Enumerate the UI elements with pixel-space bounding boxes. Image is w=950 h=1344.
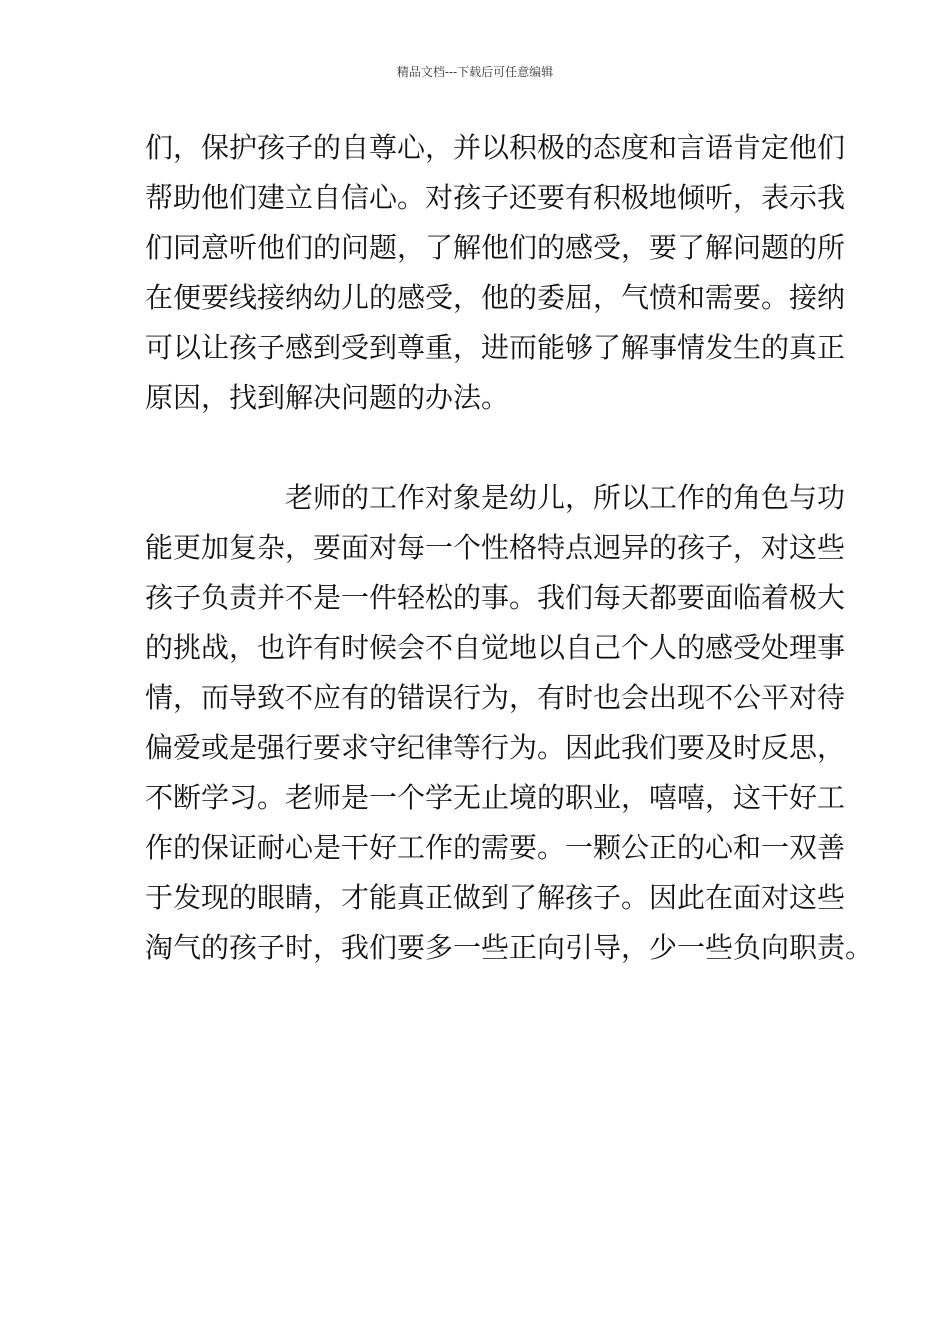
text-line: 原因，找到解决问题的办法。 [145, 381, 510, 414]
text-line: 孩子负责并不是一件轻松的事。我们每天都要面临着极大 [145, 581, 846, 614]
text-line: 可以让孩子感到受到尊重，进而能够了解事情发生的真正 [145, 331, 846, 364]
text-line: 们同意听他们的问题，了解他们的感受，要了解问题的所 [145, 231, 846, 264]
text-line: 作的保证耐心是干好工作的需要。一颗公正的心和一双善 [145, 831, 846, 864]
text-line: 能更加复杂，要面对每一个性格特点迥异的孩子，对这些 [145, 531, 846, 564]
text-line: 们，保护孩子的自尊心，并以积极的态度和言语肯定他们 [145, 131, 846, 164]
text-line: 老师的工作对象是幼儿，所以工作的角色与功 [285, 481, 846, 514]
text-line: 不断学习。老师是一个学无止境的职业，嘻嘻，这干好工 [145, 781, 846, 814]
page-header: 精品文档---下载后可任意编辑 [396, 65, 554, 79]
text-line: 的挑战，也许有时候会不自觉地以自己个人的感受处理事 [145, 631, 846, 664]
text-line: 于发现的眼睛，才能真正做到了解孩子。因此在面对这些 [145, 881, 846, 914]
text-line: 帮助他们建立自信心。对孩子还要有积极地倾听，表示我 [145, 181, 846, 214]
text-line: 在便要线接纳幼儿的感受，他的委屈，气愤和需要。接纳 [145, 281, 846, 314]
text-line: 情，而导致不应有的错误行为，有时也会出现不公平对待 [145, 681, 846, 714]
text-line: 偏爱或是强行要求守纪律等行为。因此我们要及时反思， [145, 731, 846, 764]
text-line: 淘气的孩子时，我们要多一些正向引导，少一些负向职责。 [145, 931, 874, 964]
